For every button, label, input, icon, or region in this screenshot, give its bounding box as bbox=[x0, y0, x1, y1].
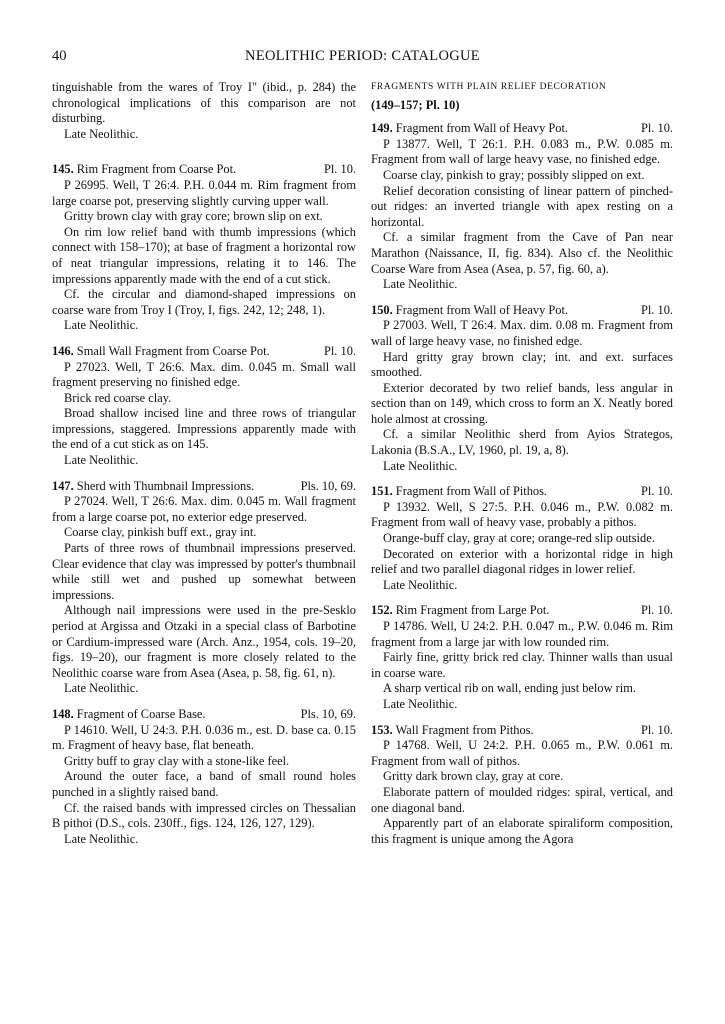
entry-paragraph: Gritty dark brown clay, gray at core. bbox=[383, 769, 564, 784]
entry-title: Fragment from Wall of Pithos. bbox=[395, 484, 548, 499]
entry-paragraph: Coarse clay, pinkish buff ext., gray int. bbox=[64, 525, 257, 540]
entry-paragraph: Apparently part of an elaborate spiraliform composition, this fragment is unique among the Agora bbox=[371, 816, 673, 846]
entry-title-group bbox=[371, 723, 534, 739]
left-column bbox=[52, 80, 356, 857]
entry-paragraph: Gritty buff to gray clay with a stone-like feel. bbox=[64, 753, 290, 768]
entry-paragraph: Cf. the circular and diamond-shaped impressions on coarse ware from Troy I (Troy, I, figs. 242, 12; 248, 1). bbox=[52, 287, 356, 317]
right-entries bbox=[371, 121, 673, 847]
entry-plates: Pl. 10. bbox=[640, 484, 673, 499]
entry-number: 145. bbox=[52, 162, 74, 177]
section-title: FRAGMENTS WITH PLAIN RELIEF DECORATION bbox=[371, 82, 607, 92]
entry-paragraph: Parts of three rows of thumbnail impressions preserved. Clear evidence that clay was impressed by potter's thumbnail while still wet and pushed up somewhat between impressions. bbox=[52, 541, 356, 602]
entry-paragraph: Elaborate pattern of moulded ridges: spiral, vertical, and one diagonal band. bbox=[371, 784, 673, 815]
catalogue-entry bbox=[52, 344, 356, 469]
carryover-paragraph: tinguishable from the wares of Troy I" (ibid., p. 284) the chronological implications of this comparison are not disturbing. bbox=[52, 80, 356, 126]
entry-number: 147. bbox=[52, 478, 74, 493]
entry-paragraph: Late Neolithic. bbox=[383, 577, 458, 592]
section-range: (149–157; Pl. 10) bbox=[371, 97, 460, 112]
entry-title-group bbox=[52, 707, 206, 723]
entry-heading bbox=[52, 162, 356, 178]
entry-number: 148. bbox=[52, 706, 74, 721]
entry-title: Rim Fragment from Large Pot. bbox=[395, 603, 550, 618]
entry-paragraph: P 27024. Well, T 26:6. Max. dim. 0.045 m. Wall fragment from a large coarse pot, no exterior edge preserved. bbox=[52, 494, 356, 524]
catalogue-entry bbox=[371, 303, 673, 475]
entry-paragraph: Cf. a similar Neolithic sherd from Ayios Strategos, Lakonia (B.S.A., LV, 1960, pl. 19, a, 8). bbox=[371, 427, 673, 458]
entry-paragraph: Late Neolithic. bbox=[64, 681, 139, 696]
entry-heading bbox=[371, 121, 673, 137]
entry-paragraph: Around the outer face, a band of small round holes punched in a slightly raised band. bbox=[52, 769, 356, 799]
page-number: 40 bbox=[52, 48, 67, 64]
entry-paragraph: Late Neolithic. bbox=[383, 458, 458, 473]
entry-paragraph: Cf. the raised bands with impressed circles on Thessalian B pithoi (D.S., cols. 230ff., figs. 124, 126, 127, 129). bbox=[52, 800, 356, 831]
entry-paragraph: Hard gritty gray brown clay; int. and ext. surfaces smoothed. bbox=[371, 349, 673, 380]
catalogue-entry bbox=[52, 479, 356, 697]
entry-title-group bbox=[371, 303, 568, 319]
entry-title: Fragment from Wall of Heavy Pot. bbox=[395, 302, 569, 317]
entry-paragraph: Exterior decorated by two relief bands, less angular in section than on 149, which cross to form an X. Neatly bored hole almost at crossing. bbox=[371, 380, 673, 426]
entry-plates: Pl. 10. bbox=[323, 162, 356, 177]
entry-heading bbox=[52, 479, 356, 495]
catalogue-entry bbox=[371, 723, 673, 848]
entry-heading bbox=[371, 303, 673, 319]
entry-title-group bbox=[371, 603, 549, 619]
entry-paragraph: Decorated on exterior with a horizontal ridge in high relief and two parallel diagonal ridges in lower relief. bbox=[371, 546, 673, 577]
entry-paragraph: Late Neolithic. bbox=[64, 318, 139, 333]
entry-plates: Pls. 10, 69. bbox=[300, 478, 356, 493]
entry-heading bbox=[371, 603, 673, 619]
entry-title: Rim Fragment from Coarse Pot. bbox=[76, 162, 237, 177]
entry-title-group bbox=[52, 479, 254, 495]
catalogue-entry bbox=[371, 603, 673, 712]
entry-number: 153. bbox=[371, 722, 393, 737]
entry-paragraph: Gritty brown clay with gray core; brown slip on ext. bbox=[64, 209, 323, 224]
entry-paragraph: Late Neolithic. bbox=[64, 831, 139, 846]
entry-title-group bbox=[52, 344, 270, 360]
entry-plates: Pl. 10. bbox=[640, 603, 673, 618]
entry-paragraph: P 27003. Well, T 26:4. Max. dim. 0.08 m. Fragment from wall of large heavy vase, no finished edge. bbox=[371, 318, 673, 348]
entry-heading bbox=[371, 723, 673, 739]
carryover-period: Late Neolithic. bbox=[64, 126, 139, 141]
catalogue-entry bbox=[52, 162, 356, 334]
entry-paragraph: P 13932. Well, S 27:5. P.H. 0.046 m., P.W. 0.082 m. Fragment from wall of heavy vase, probably a pithos. bbox=[371, 499, 673, 530]
entry-number: 149. bbox=[371, 121, 393, 136]
entry-paragraph: Brick red coarse clay. bbox=[64, 390, 172, 405]
entry-title: Sherd with Thumbnail Impressions. bbox=[76, 478, 255, 493]
running-title: NEOLITHIC PERIOD: CATALOGUE bbox=[245, 48, 480, 64]
entry-title-group bbox=[52, 162, 236, 178]
entry-paragraph: Although nail impressions were used in the pre-Sesklo period at Argissa and Otzaki in a special class of Barbotine or Cardium-impressed ware (Arch. Anz., 1954, cols. 19–20, figs. 19–20), our fragment is more closely related to the Neolithic coarse ware from Asea (Asea, p. 58, fig. 61, n). bbox=[52, 603, 356, 680]
entry-title: Small Wall Fragment from Coarse Pot. bbox=[76, 343, 270, 358]
entry-heading bbox=[52, 707, 356, 723]
entry-paragraph: P 14610. Well, U 24:3. P.H. 0.036 m., est. D. base ca. 0.15 m. Fragment of heavy base, flat beneath. bbox=[52, 722, 356, 753]
entry-number: 151. bbox=[371, 484, 393, 499]
entry-paragraph: Broad shallow incised line and three rows of triangular impressions, staggered. Impressions apparently made with the end of a cut stick as on 145. bbox=[52, 406, 356, 452]
entry-paragraph: P 14786. Well, U 24:2. P.H. 0.047 m., P.W. 0.046 m. Rim fragment from a large jar with low rounded rim. bbox=[371, 619, 673, 649]
right-column bbox=[371, 80, 673, 857]
entry-title: Wall Fragment from Pithos. bbox=[395, 722, 534, 737]
entry-paragraph: Late Neolithic. bbox=[383, 696, 458, 711]
entry-title: Fragment of Coarse Base. bbox=[76, 706, 206, 721]
entry-title-group bbox=[371, 484, 547, 500]
entry-plates: Pl. 10. bbox=[323, 343, 356, 358]
entry-paragraph: P 27023. Well, T 26:6. Max. dim. 0.045 m. Small wall fragment preserving no finished edge. bbox=[52, 359, 356, 390]
entry-paragraph: Orange-buff clay, gray at core; orange-red slip outside. bbox=[383, 531, 655, 546]
entry-title-group bbox=[371, 121, 568, 137]
entry-paragraph: A sharp vertical rib on wall, ending just below rim. bbox=[383, 681, 636, 696]
entry-paragraph: Late Neolithic. bbox=[64, 453, 139, 468]
entry-paragraph: Cf. a similar fragment from the Cave of Pan near Marathon (Naissance, II, fig. 834). Also cf. the Neolithic Coarse Ware from Asea (Asea, p. 57, fig. 60, a). bbox=[371, 230, 673, 276]
entry-paragraph: P 13877. Well, T 26:1. P.H. 0.083 m., P.W. 0.085 m. Fragment from wall of large heavy vase, no finished edge. bbox=[371, 136, 673, 167]
catalogue-entry bbox=[52, 707, 356, 847]
entry-heading bbox=[52, 344, 356, 360]
left-entries bbox=[52, 162, 356, 847]
entry-title: Fragment from Wall of Heavy Pot. bbox=[395, 121, 569, 136]
entry-plates: Pls. 10, 69. bbox=[300, 706, 356, 721]
entry-number: 152. bbox=[371, 603, 393, 618]
entry-paragraph: Late Neolithic. bbox=[383, 277, 458, 292]
entry-paragraph: Fairly fine, gritty brick red clay. Thinner walls than usual in coarse ware. bbox=[371, 650, 673, 680]
entry-heading bbox=[371, 484, 673, 500]
entry-paragraph: Relief decoration consisting of linear pattern of pinched-out ridges: an inverted triangle with apex resting on a horizontal. bbox=[371, 183, 673, 229]
entry-plates: Pl. 10. bbox=[640, 302, 673, 317]
entry-number: 150. bbox=[371, 302, 393, 317]
entry-paragraph: On rim low relief band with thumb impressions (which connect with 158–170); at base of fragment a horizontal row of neat triangular impressions, relating it to 146. The impressions apparently made with the end of a cut stick. bbox=[52, 224, 356, 286]
catalogue-entry bbox=[371, 484, 673, 593]
page-header bbox=[52, 48, 673, 70]
entry-number: 146. bbox=[52, 343, 74, 358]
catalogue-entry bbox=[371, 121, 673, 293]
entry-plates: Pl. 10. bbox=[640, 722, 673, 737]
entry-plates: Pl. 10. bbox=[640, 121, 673, 136]
entry-paragraph: P 26995. Well, T 26:4. P.H. 0.044 m. Rim fragment from large coarse pot, preserving slightly curving upper wall. bbox=[52, 177, 356, 208]
entry-paragraph: Coarse clay, pinkish to gray; possibly slipped on ext. bbox=[383, 167, 645, 182]
entry-paragraph: P 14768. Well, U 24:2. P.H. 0.065 m., P.W. 0.061 m. Fragment from wall of pithos. bbox=[371, 738, 673, 768]
carryover-text bbox=[52, 80, 356, 142]
